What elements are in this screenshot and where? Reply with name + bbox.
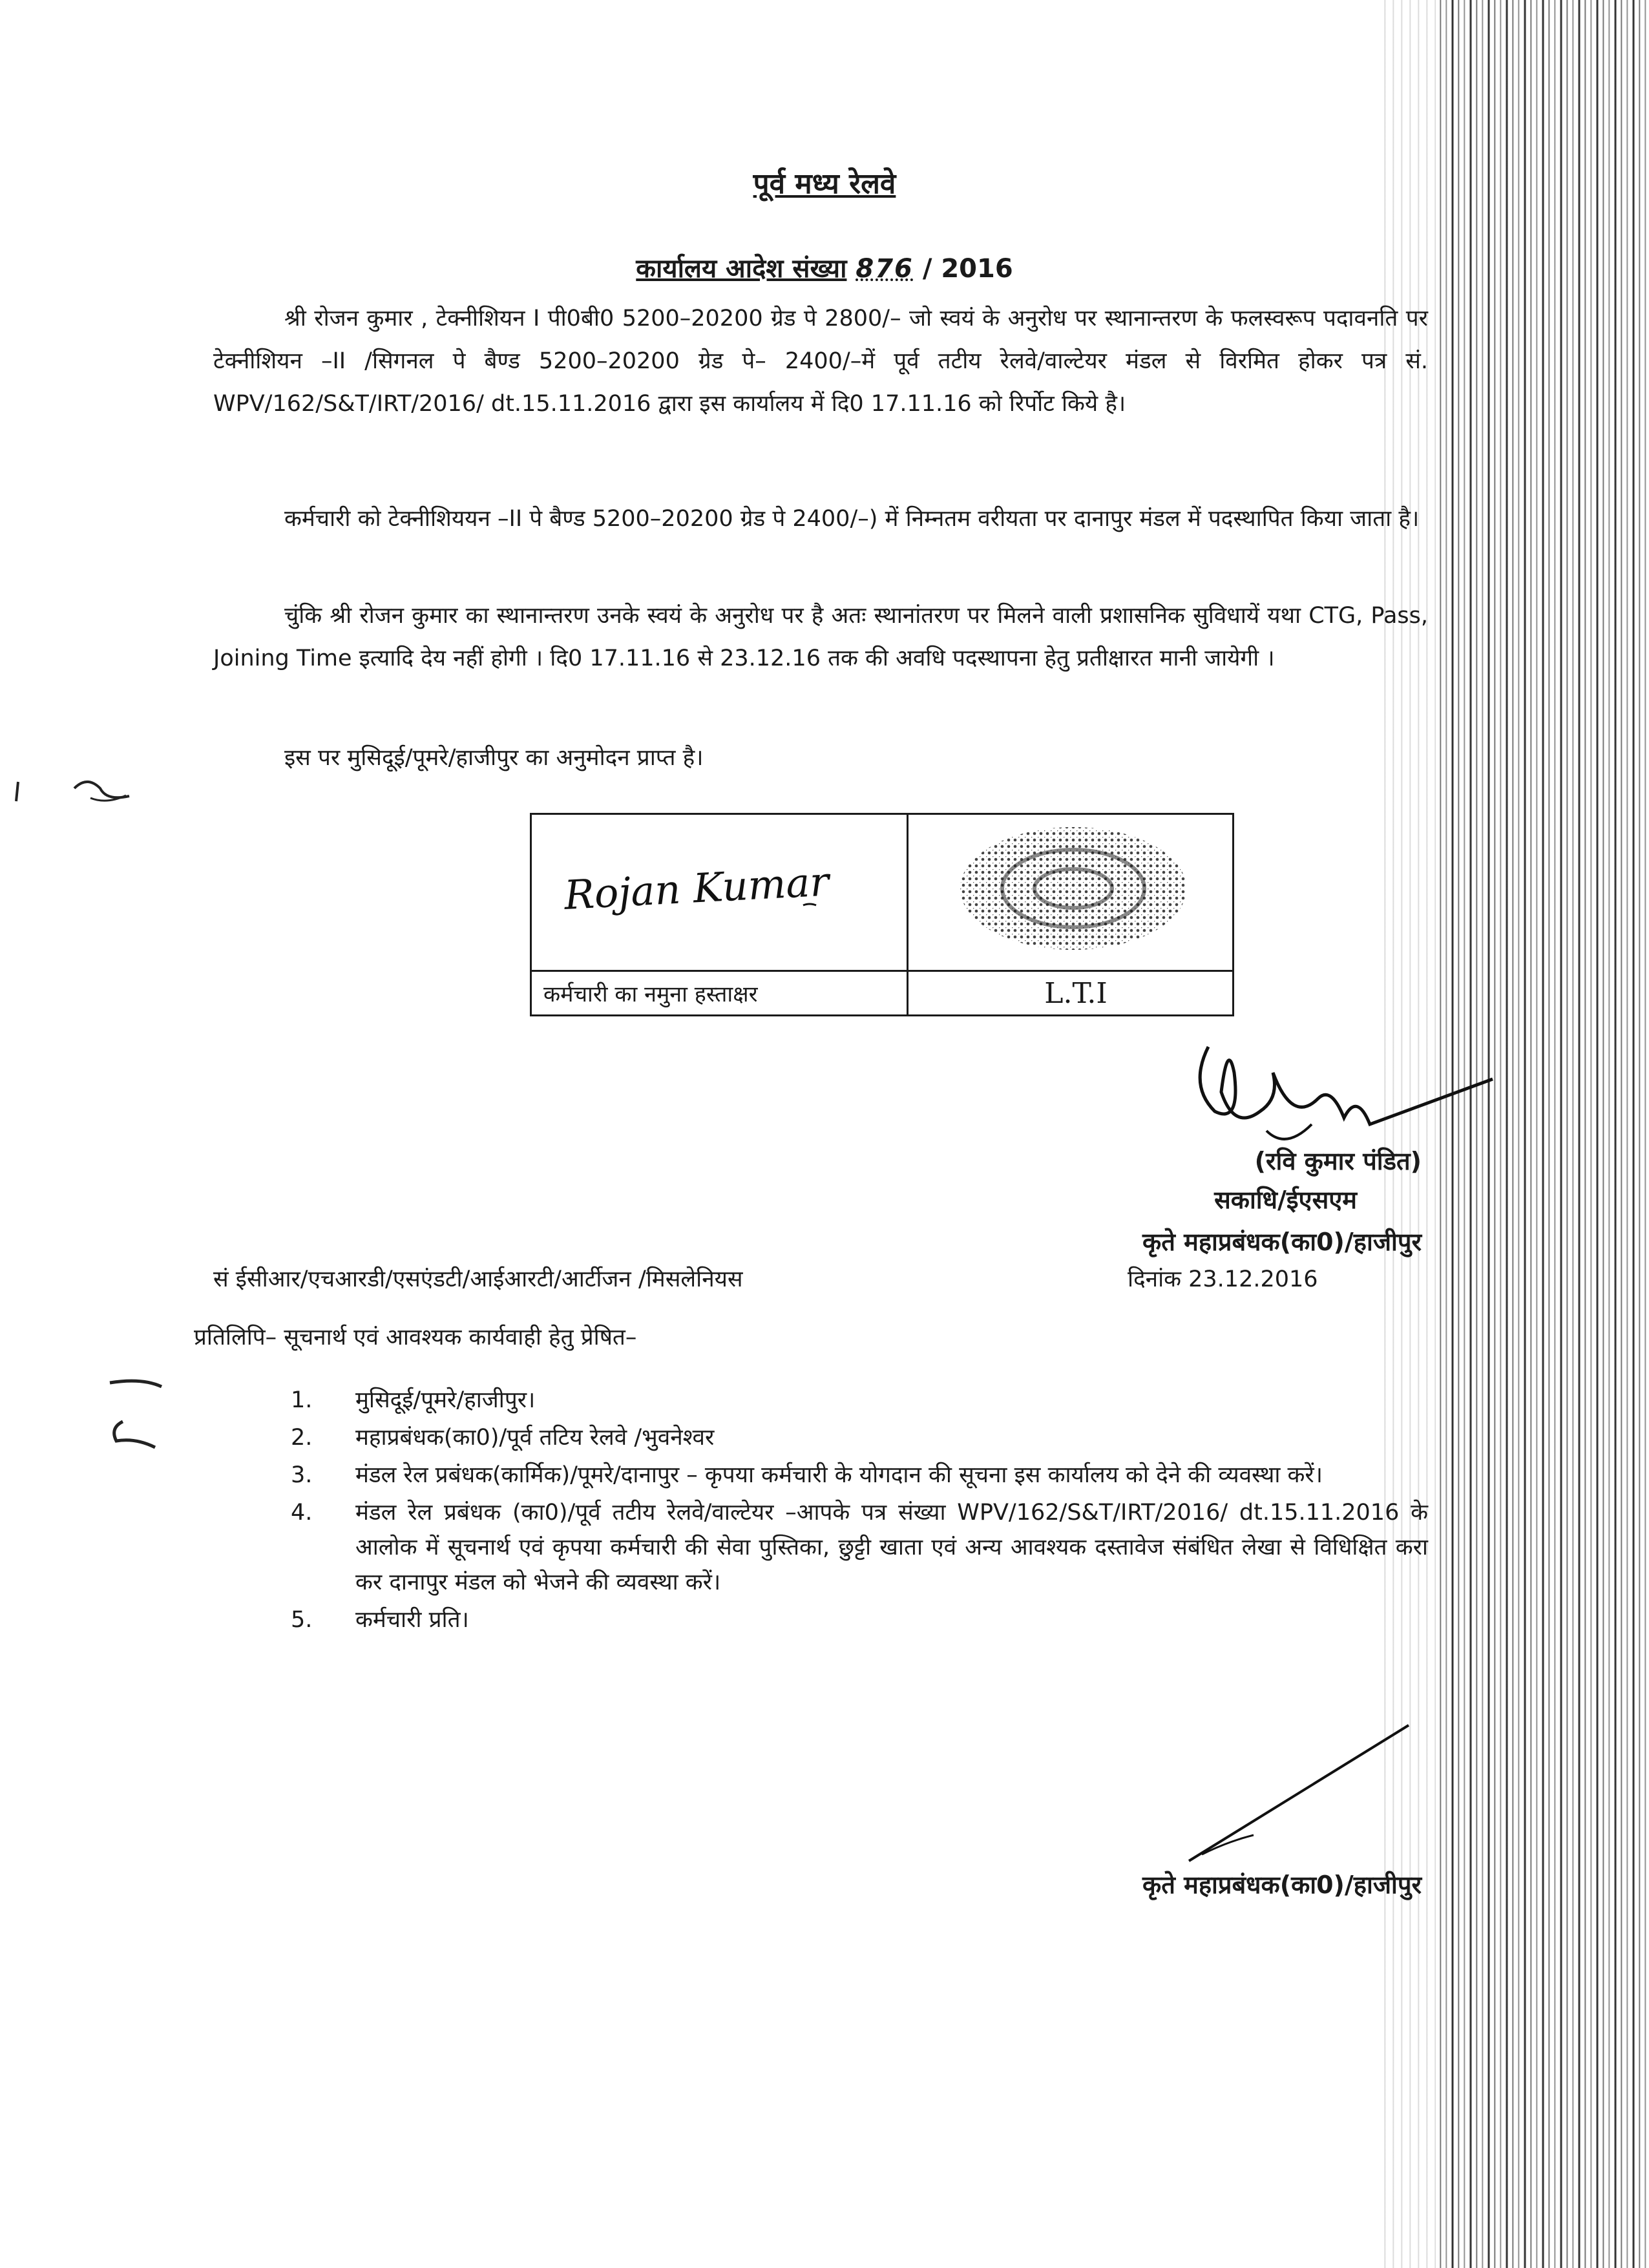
order-number-line [0,249,1649,285]
copy-item: 4. मंडल रेल प्रबंधक (का0)/पूर्व तटीय रेलवे/वाल्टेयर –आपके पत्र संख्या WPV/162/S&T/IRT/2016/ dt.15.11.2016 के आलोक में सूचनार्थ एवं कृपया कर्मचारी की सेवा पुस्तिका, छुट्टी खाता एवं अन्य आवश्यक दस्तावेज संबंधित लेखा से विधिक्षित करा कर दानापुर मंडल को भेजने की व्यवस्था करें। [291,1500,1428,1595]
footer-signatory-office: कृते महाप्रबंधक(का0)/हाजीपुर [1142,1871,1422,1899]
thumb-impression-icon [915,817,1238,966]
order-year: / 2016 [922,254,1013,284]
body-paragraph-2: कर्मचारी को टेक्नीशिययन –II पे बैण्ड 5200–20200 ग्रेड पे 2400/–) में निम्नतम वरीयता पर दानापुर मंडल में पदस्थापित किया जाता है। [284,506,1420,532]
handwritten-signature [538,818,900,967]
signatory-name: (रवि कुमार पंडित) [1254,1147,1422,1175]
margin-scribble-mark [13,762,142,814]
body-paragraph-3: चुंकि श्री रोजन कुमार का स्थानान्तरण उनके स्वयं के अनुरोध पर है अतः स्थानांतरण पर मिलने वाली प्रशासनिक सुविधायें यथा CTG, Pass, Joining Time इत्यादि देय नहीं होगी । दि0 17.11.16 से 23.12.16 तक की अवधि पदस्थापना हेतु प्रतीक्षारत मानी जायेगी । [213,603,1428,671]
signature-cell [531,814,908,971]
bottom-signature-stroke [1182,1719,1415,1874]
body-paragraph-4: इस पर मुसिदूई/पूमरे/हाजीपुर का अनुमोदन प्राप्त है। [284,745,704,771]
copy-item: 1. मुसिदूई/पूमरे/हाजीपुर। [291,1387,536,1413]
specimen-signature-table [530,813,1234,1016]
order-number: 876 [856,254,914,284]
reference-file-no: सं ईसीआर/एचआरडी/एसएंडटी/आईआरटी/आर्टीजन /मिसलेनियस [213,1266,743,1292]
copy-item: 5. कर्मचारी प्रति। [291,1607,469,1633]
lti-caption: L.T.I [908,971,1234,1016]
copy-item: 2. महाप्रबंधक(का0)/पूर्व तटिय रेलवे /भुवनेश्वर [291,1425,715,1451]
signatory-office: कृते महाप्रबंधक(का0)/हाजीपुर [1142,1228,1422,1256]
signatory-designation: सकाधि/ईएसएम [1214,1186,1357,1214]
signature-text: Rojan Kumar [563,857,830,919]
copy-intro: प्रतिलिपि– सूचनार्थ एवं आवश्यक कार्यवाही हेतु प्रेषित– [194,1325,637,1350]
thumb-impression-cell [908,814,1234,971]
org-heading: पूर्व मध्य रेलवे [753,167,896,200]
signature-caption: कर्मचारी का नमुना हस्ताक्षर [531,971,908,1016]
body-paragraph-1: श्री रोजन कुमार , टेक्नीशियन I पी0बी0 5200–20200 ग्रेड पे 2800/– जो स्वयं के अनुरोध पर स्थानान्तरण के फलस्वरूप पदावनति पर टेक्नीशियन –II /सिगनल पे बैण्ड 5200–20200 ग्रेड पे– 2400/–में पूर्व तटीय रेलवे/वाल्टेयर मंडल से विरमित होकर पत्र सं. WPV/162/S&T/IRT/2016/ dt.15.11.2016 द्वारा इस कार्यालय में दि0 17.11.16 को रिर्पोट किये है। [213,306,1428,417]
reference-date: दिनांक 23.12.2016 [1128,1266,1318,1292]
order-prefix: कार्यालय आदेश संख्या [636,254,847,284]
margin-bracket-mark [97,1376,168,1454]
copy-list [291,1383,1428,1640]
copy-item: 3. मंडल रेल प्रबंधक(कार्मिक)/पूमरे/दानापुर – कृपया कर्मचारी के योगदान की सूचना इस कार्यालय को देने की व्यवस्था करें। [291,1462,1323,1488]
